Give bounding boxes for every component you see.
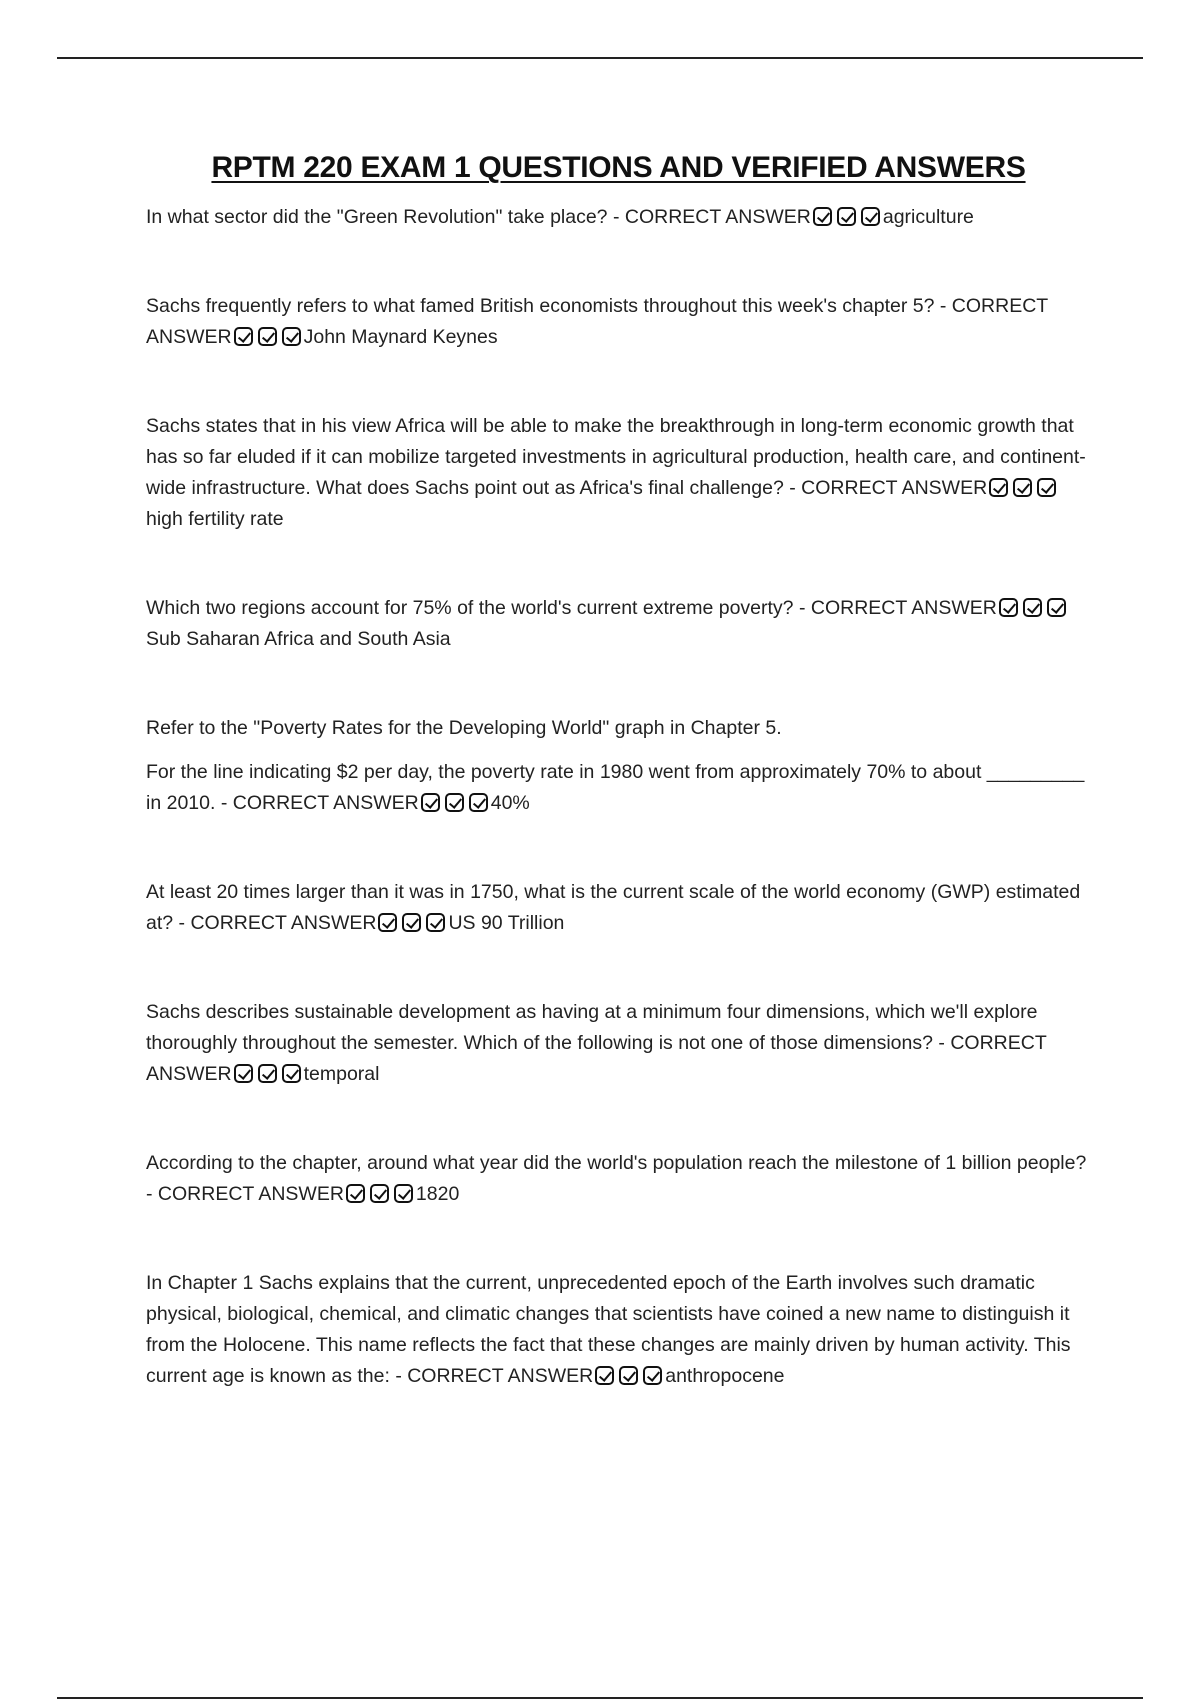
checkbox-icon <box>999 598 1018 617</box>
qa-item <box>146 757 1091 819</box>
checkbox-icon <box>595 1366 614 1385</box>
checkbox-icon <box>837 207 856 226</box>
question-text: At least 20 times larger than it was in 1750, what is the current scale of the world economy (GWP) estimated at? <box>146 881 1081 934</box>
answer-marker: - CORRECT ANSWER <box>178 912 377 934</box>
top-rule <box>57 57 1143 59</box>
checkbox-icon <box>1013 478 1032 497</box>
document-body <box>146 148 1091 1392</box>
question-text: Sachs frequently refers to what famed British economists throughout this week's chapter 5? <box>146 295 935 317</box>
answer-text: John Maynard Keynes <box>303 326 498 348</box>
qa-item <box>146 411 1091 535</box>
question-text: According to the chapter, around what year did the world's population reach the milestone of 1 billion people? <box>146 1152 1087 1174</box>
checkbox-icon <box>813 207 832 226</box>
answer-marker: - CORRECT ANSWER <box>612 206 811 228</box>
bottom-rule <box>57 1697 1143 1699</box>
answer-text: 1820 <box>415 1183 460 1205</box>
answer-marker: - CORRECT ANSWER <box>789 477 988 499</box>
qa-item <box>146 997 1091 1090</box>
checkbox-icon <box>370 1184 389 1203</box>
document-title: RPTM 220 EXAM 1 QUESTIONS AND VERIFIED ANSWERS <box>211 151 1026 184</box>
question-text: Sachs states that in his view Africa will be able to make the breakthrough in long-term economic growth that has so far eluded if it can mobilize targeted investments in agricultural production, health care, and continent-wide infrastructure. What does Sachs point out as Africa's final challenge? <box>146 415 1086 499</box>
answer-text: high fertility rate <box>146 508 284 530</box>
answer-text: agriculture <box>882 206 974 228</box>
answer-text: Sub Saharan Africa and South Asia <box>146 628 451 650</box>
qa-item <box>146 202 1091 233</box>
checkbox-icon <box>421 793 440 812</box>
checkbox-icon <box>989 478 1008 497</box>
checkbox-icon <box>258 1064 277 1083</box>
checkbox-icon <box>469 793 488 812</box>
answer-marker: - CORRECT ANSWER <box>146 295 1048 348</box>
checkbox-icon <box>643 1366 662 1385</box>
answer-text: anthropocene <box>665 1365 785 1387</box>
qa-item <box>146 291 1091 353</box>
question-text: In what sector did the "Green Revolution" take place? <box>146 206 608 228</box>
checkbox-icon <box>1047 598 1066 617</box>
checkbox-icon <box>402 913 421 932</box>
checkbox-icon <box>282 1064 301 1083</box>
answer-text: temporal <box>303 1063 380 1085</box>
question-text: In Chapter 1 Sachs explains that the current, unprecedented epoch of the Earth involves such dramatic physical, biological, chemical, and climatic changes that scientists have coined a new name to distinguish it from the Holocene. This name reflects the fact that these changes are mainly driven by human activity. This current age is known as the: <box>146 1272 1071 1387</box>
question-text: For the line indicating $2 per day, the poverty rate in 1980 went from approximately 70% to about _________ in 2010. <box>146 761 1085 814</box>
question-text: Sachs describes sustainable development as having at a minimum four dimensions, which we'll explore thoroughly throughout the semester. Which of the following is not one of those dimensions? <box>146 1001 1038 1054</box>
checkbox-icon <box>426 913 445 932</box>
checkbox-icon <box>1037 478 1056 497</box>
checkbox-icon <box>619 1366 638 1385</box>
checkbox-icon <box>445 793 464 812</box>
checkbox-icon <box>378 913 397 932</box>
qa-item <box>146 1268 1091 1392</box>
checkbox-icon <box>861 207 880 226</box>
answer-text: 40% <box>490 792 530 814</box>
qa-preface: Refer to the "Poverty Rates for the Developing World" graph in Chapter 5. <box>146 717 782 739</box>
checkbox-icon <box>346 1184 365 1203</box>
answer-marker: - CORRECT ANSWER <box>220 792 419 814</box>
checkbox-icon <box>234 327 253 346</box>
answer-marker: - CORRECT ANSWER <box>146 1032 1047 1085</box>
answer-marker: - CORRECT ANSWER <box>146 1183 344 1205</box>
answer-marker: - CORRECT ANSWER <box>395 1365 594 1387</box>
checkbox-icon <box>282 327 301 346</box>
checkbox-icon <box>258 327 277 346</box>
checkbox-icon <box>234 1064 253 1083</box>
qa-item <box>146 593 1091 655</box>
checkbox-icon <box>394 1184 413 1203</box>
checkbox-icon <box>1023 598 1042 617</box>
answer-text: US 90 Trillion <box>448 912 565 934</box>
answer-marker: - CORRECT ANSWER <box>798 597 997 619</box>
qa-item <box>146 877 1091 939</box>
question-text: Which two regions account for 75% of the world's current extreme poverty? <box>146 597 794 619</box>
qa-item <box>146 1148 1091 1210</box>
